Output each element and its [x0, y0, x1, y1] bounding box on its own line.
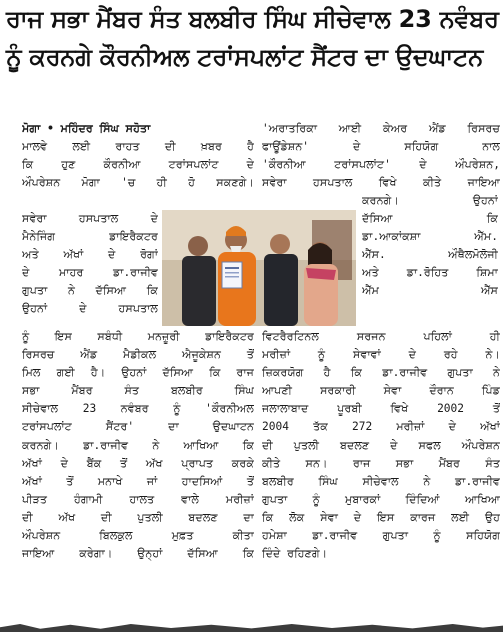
paragraph-line: ਦਿੰਦੇ ਰਹਿਣਗੇ। — [262, 547, 328, 561]
paragraph-line: ਹਮੇਸ਼ਾ ਡਾ.ਰਾਜੀਵ ਗੁਪਤਾ ਨੂੰ ਸਹਿਯੋਗ — [262, 529, 500, 543]
cut-off-next-headline — [0, 624, 503, 632]
paragraph-line: ਅਤੇ ਡਾ.ਰੋਹਿਤ ਸ਼ਿਮਾ — [362, 266, 498, 280]
paragraph-line: 2004 ਤੱਕ 272 ਮਰੀਜ਼ਾਂ ਦੇ ਅੱਖਾਂ — [262, 420, 500, 434]
paragraph-line: ਅਤੇ ਅੱਖਾਂ ਦੇ ਰੋਗਾਂ — [22, 248, 158, 262]
byline-author: ਮਹਿੰਦਰ ਸਿੰਘ ਸਹੋਤਾ — [60, 122, 151, 135]
right-column-top — [262, 120, 500, 192]
paragraph-line: ਜ਼ਿਕਰਯੋਗ ਹੈ ਕਿ ਡਾ.ਰਾਜੀਵ ਗੁਪਤਾ ਨੇ — [262, 366, 500, 380]
paragraph-line: ਔਪਰੇਸ਼ਨ ਬਿਲਕੁਲ ਮੁਫ਼ਤ ਕੀਤਾ — [22, 529, 254, 543]
paragraph-line: ਪੀੜਤ ਹੰਗਾਮੀ ਹਾਲਤ ਵਾਲੇ ਮਰੀਜ਼ਾਂ — [22, 492, 254, 506]
paragraph-line: ਆਪਣੀ ਸਰਕਾਰੀ ਸੇਵਾ ਦੌਰਾਨ ਪਿੰਡ — [262, 384, 500, 398]
paragraph-line: ਅੱਖਾਂ ਦੇ ਬੈਂਕ ਤੋਂ ਅੱਖ ਪ੍ਰਾਪਤ ਕਰਕੇ — [22, 456, 254, 470]
paragraph-line: ਨੂੰ ਇਸ ਸਬੰਧੀ ਮਨਜ਼ੂਰੀ ਡਾਇਰੈਕਟਰ — [22, 330, 254, 343]
paragraph-line: ਰਿਸਰਚ ਐਂਡ ਮੈਡੀਕਲ ਐਜੂਕੇਸ਼ਨ ਤੋਂ — [22, 348, 254, 362]
paragraph-line: 'ਅਰਾਤਰਿਕਾ ਆਈ ਕੇਅਰ ਐਂਡ ਰਿਸਰਚ — [262, 122, 500, 135]
paragraph-line: ਸਵੇਰਾ ਹਸਪਤਾਲ ਵਿਖੇ ਕੀਤੇ ਜਾਇਆ — [262, 176, 500, 190]
left-column-top — [22, 120, 254, 192]
paragraph-line: ਔਪਰੇਸ਼ਨ ਮੋਗਾ 'ਚ ਹੀ ਹੋ ਸਕਣਗੇ। — [22, 176, 254, 190]
paragraph-line: ਕਰਨਗੇ। ਡਾ.ਰਾਜੀਵ ਨੇ ਆਖਿਆ ਕਿ — [22, 438, 254, 452]
right-column-bottom — [262, 328, 500, 563]
paragraph-line: ਮਾਲਵੇ ਲਈ ਰਾਹਤ ਦੀ ਖ਼ਬਰ ਹੈ — [22, 140, 254, 154]
left-column-beside-photo — [22, 210, 158, 319]
paragraph-line: ਬਲਬੀਰ ਸਿੰਘ ਸੀਚੇਵਾਲ ਨੇ ਡਾ.ਰਾਜੀਵ — [262, 474, 500, 488]
paragraph-line: ਦੀ ਅੱਖ ਦੀ ਪੁਤਲੀ ਬਦਲਣ ਦਾ — [22, 510, 254, 524]
paragraph-line: ਮੈਨੇਜਿੰਗ ਡਾਇਰੈਕਟਰ — [22, 230, 158, 244]
paragraph-line: ਕੀਤੇ ਸਨ। ਰਾਜ ਸਭਾ ਮੈਂਬਰ ਸੰਤ — [262, 456, 500, 470]
paragraph-line: ਐੱਸ. ਔਥੈਲਮੋਲੋਜੀ — [362, 248, 498, 262]
paragraph-line: ਜਲਾਲਾਬਾਦ ਪੂਰਬੀ ਵਿਖੇ 2002 ਤੋਂ — [262, 402, 500, 416]
paragraph-line: ਜਾਇਆ ਕਰੇਗਾ। ਉਨ੍ਹਾਂ ਦੱਸਿਆ ਕਿ — [22, 547, 254, 561]
paragraph-line: ਦੇ ਮਾਹਰ ਡਾ.ਰਾਜੀਵ — [22, 266, 158, 280]
right-column-beside-photo — [362, 192, 498, 301]
paragraph-line: ਕਿ ਹੁਣ ਕੌਰਨੀਆ ਟਰਾਂਸਪਲਾਂਟ ਦੇ — [22, 158, 254, 172]
paragraph-line: ਉਹਨਾਂ ਦੇ ਹਸਪਤਾਲ — [22, 302, 158, 316]
paragraph-line: ਸਵੇਰਾ ਹਸਪਤਾਲ ਦੇ — [22, 212, 158, 225]
news-photo — [162, 210, 356, 326]
paragraph-line: ਕਿ ਲੋਕ ਸੇਵਾ ਦੇ ਇਸ ਕਾਰਜ ਲਈ ਉਹ — [262, 510, 500, 524]
byline — [22, 120, 254, 138]
paragraph-line: ਦੱਸਿਆ ਕਿ — [362, 212, 498, 226]
paragraph-line: ਦੀ ਪੁਤਲੀ ਬਦਲਣ ਦੇ ਸਫਲ ਔਪਰੇਸ਼ਨ — [262, 438, 500, 452]
paragraph-line: ਅੱਖਾਂ ਤੋਂ ਮਨਾਖੇ ਜਾਂ ਹਾਦਸਿਆਂ ਤੋਂ — [22, 474, 254, 488]
group-photo-illustration — [162, 210, 356, 326]
paragraph-line: ਐੱਮ ਐੱਸ — [362, 284, 498, 298]
left-column-bottom — [22, 328, 254, 563]
paragraph-line: ਗੁਪਤਾ ਨੂੰ ਮੁਬਾਰਕਾਂ ਦਿੰਦਿਆਂ ਆਖਿਆ — [262, 492, 500, 506]
paragraph-line: ਸਭਾ ਮੈਂਬਰ ਸੰਤ ਬਲਬੀਰ ਸਿੰਘ — [22, 384, 254, 398]
headline-line-2: ਨੂੰ ਕਰਨਗੇ ਕੌਰਨੀਅਲ ਟਰਾਂਸਪਲਾਂਟ ਸੈਂਟਰ ਦਾ ਉਦਘਾਟਨ — [6, 43, 484, 71]
byline-place: ਮੋਗਾ — [22, 122, 41, 135]
paragraph-line: 'ਕੌਰਨੀਆ ਟਰਾਂਸਪਲਾਂਟ' ਦੇ ਔਪਰੇਸ਼ਨ, — [262, 158, 500, 172]
paragraph-line: ਡਾ.ਆਕਾਂਕਸ਼ਾ ਐੱਮ. — [362, 230, 498, 244]
paragraph-line: ਟਰਾਂਸਪਲਾਂਟ ਸੈਂਟਰ' ਦਾ ਉਦਘਾਟਨ — [22, 420, 254, 434]
headline-line-1: ਰਾਜ ਸਭਾ ਮੈਂਬਰ ਸੰਤ ਬਲਬੀਰ ਸਿੰਘ ਸੀਚੇਵਾਲ 23 ਨਵੰਬਰ — [6, 5, 499, 33]
bullet-icon: • — [47, 122, 54, 135]
paragraph-line: ਸੀਚੇਵਾਲ 23 ਨਵੰਬਰ ਨੂੰ 'ਕੌਰਨੀਅਲ — [22, 402, 254, 416]
paragraph-line: ਮਿਲ ਗਈ ਹੈ। ਉਹਨਾਂ ਦੱਸਿਆ ਕਿ ਰਾਜ — [22, 366, 254, 380]
paragraph-line: ਕਰਨਗੇ। ਉਹਨਾਂ — [362, 194, 498, 207]
paragraph-line: ਵਿਟਰੈਰਟਿਨਲ ਸਰਜਨ ਪਹਿਲਾਂ ਹੀ — [262, 330, 500, 343]
paragraph-line: ਮਰੀਜ਼ਾਂ ਨੂੰ ਸੇਵਾਵਾਂ ਦੇ ਰਹੇ ਨੇ। — [262, 348, 500, 362]
paragraph-line: ਗੁਪਤਾ ਨੇ ਦੱਸਿਆ ਕਿ — [22, 284, 158, 298]
paragraph-line: ਫਾਊਂਡੇਸ਼ਨ' ਦੇ ਸਹਿਯੋਗ ਨਾਲ — [262, 140, 500, 154]
